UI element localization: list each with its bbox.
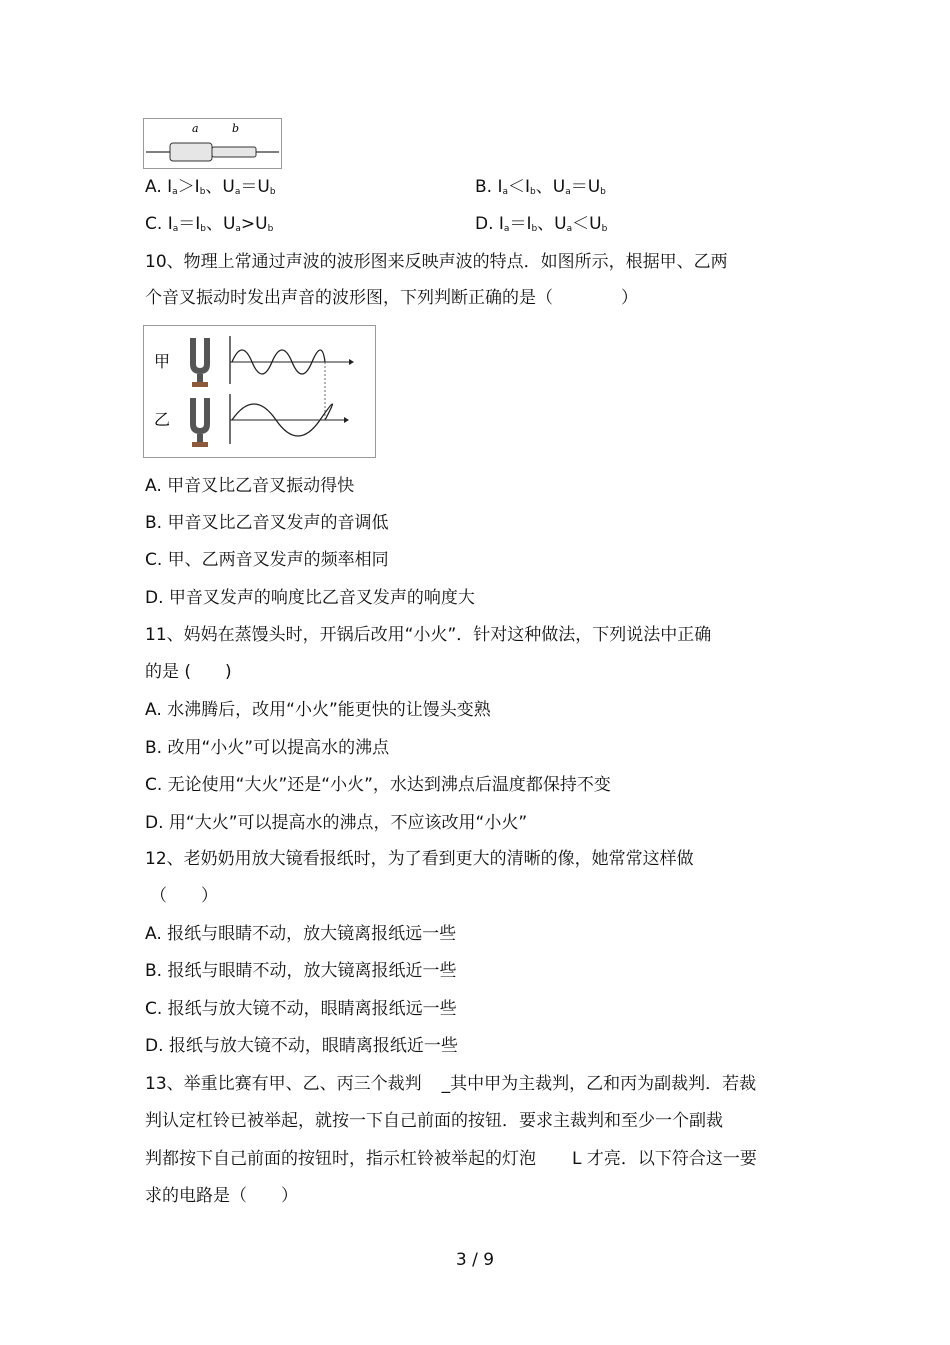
- q10-stem-line2: 个音叉振动时发出声音的波形图，下列判断正确的是（ ）: [145, 288, 638, 308]
- q10-option-a: A. 甲音叉比乙音叉振动得快: [145, 476, 355, 496]
- q13-stem-line2: 判认定杠铃已被举起，就按一下自己前面的按钮．要求主裁判和至少一个副裁: [145, 1111, 723, 1131]
- segment-b: [212, 147, 256, 157]
- q10-option-b: B. 甲音叉比乙音叉发声的音调低: [145, 513, 389, 533]
- label-yi: 乙: [154, 410, 171, 429]
- q10-option-c: C. 甲、乙两音叉发声的频率相同: [145, 550, 389, 570]
- q11-stem-line2: 的是 ( ): [145, 662, 232, 682]
- q11-stem-line1: 11、妈妈在蒸馒头时，开锅后改用“小火”．针对这种做法，下列说法中正确: [145, 625, 712, 645]
- conductor-diagram: [144, 119, 281, 168]
- q11-option-b: B. 改用“小火”可以提高水的沸点: [145, 738, 390, 758]
- tuning-fork-yi-icon: [190, 398, 210, 447]
- q9-option-d: D. $I_a=I_b$、$U_a<U_b$: [475, 214, 608, 234]
- conductor-figure: [143, 118, 282, 169]
- q11-option-c: C. 无论使用“大火”还是“小火”，水达到沸点后温度都保持不变: [145, 775, 611, 795]
- q10-stem-line1: 10、物理上常通过声波的波形图来反映声波的特点．如图所示，根据甲、乙两: [145, 252, 728, 272]
- q13-stem-line1: 13、举重比赛有甲、乙、丙三个裁判 _其中甲为主裁判，乙和丙为副裁判．若裁: [145, 1074, 757, 1094]
- q12-option-d: D. 报纸与放大镜不动，眼睛离报纸近一些: [145, 1036, 458, 1056]
- q13-stem-line3: 判都按下自己前面的按钮时，指示杠铃被举起的灯泡 L 才亮．以下符合这一要: [145, 1149, 757, 1169]
- q9-option-c: C. $I_a=I_b$、$U_a>U_b$: [145, 214, 274, 234]
- label-b: b: [232, 122, 240, 135]
- q11-option-d: D. 用“大火”可以提高水的沸点，不应该改用“小火”: [145, 813, 528, 833]
- label-jia: 甲: [154, 352, 171, 371]
- waveform-diagram: [144, 326, 375, 457]
- q12-stem-line2: （ ）: [150, 886, 218, 906]
- tuning-fork-figure: [143, 325, 376, 458]
- q12-option-a: A. 报纸与眼睛不动，放大镜离报纸远一些: [145, 924, 457, 944]
- label-a: a: [192, 122, 199, 135]
- q9-option-b: B. $I_a<I_b$、$U_a=U_b$: [475, 177, 606, 197]
- page-number: 3 / 9: [455, 1250, 495, 1270]
- q13-stem-line4: 求的电路是（ ）: [145, 1186, 298, 1206]
- q12-option-c: C. 报纸与放大镜不动，眼睛离报纸远一些: [145, 999, 457, 1019]
- q11-option-a: A. 水沸腾后，改用“小火”能更快的让馒头变熟: [145, 700, 491, 720]
- segment-a: [170, 143, 212, 161]
- q9-option-a: A. $I_a>I_b$、$U_a=U_b$: [145, 177, 276, 197]
- q12-stem-line1: 12、老奶奶用放大镜看报纸时，为了看到更大的清晰的像，她常常这样做: [145, 849, 694, 869]
- tuning-fork-jia-icon: [190, 338, 210, 387]
- q12-option-b: B. 报纸与眼睛不动，放大镜离报纸近一些: [145, 961, 457, 981]
- q10-option-d: D. 甲音叉发声的响度比乙音叉发声的响度大: [145, 588, 475, 608]
